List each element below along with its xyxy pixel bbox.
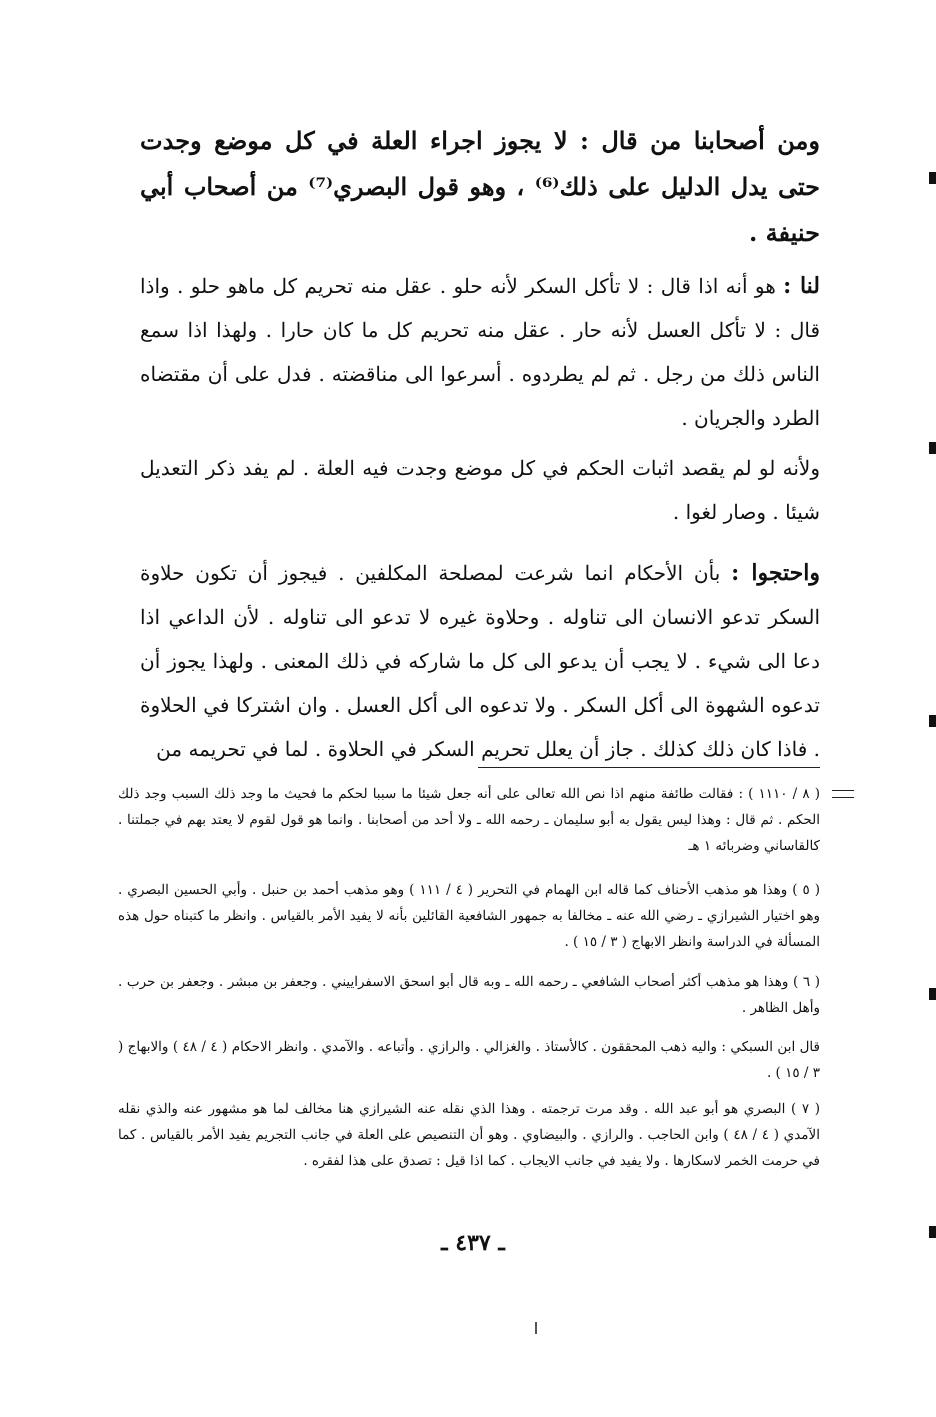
paragraph-text: هو أنه اذا قال : لا تأكل السكر لأنه حلو . عقل منه تحريم كل ماهو حلو . واذا قال : لا تأكل العسل لأنه حار . عقل منه تحريم كل ما كان حارا . ولهذا اذا سمع الناس ذلك من رجل . ثم لم يطردوه . أسرعوا الى مناقضته . فدل على أن مقتضاه الطرد والجريان . [140, 274, 820, 430]
counterargument-paragraph [140, 551, 820, 771]
margin-mark [929, 1226, 936, 1238]
footnote: ( ٨ / ١١١٠ ) : فقالت طائفة منهم اذا نص الله تعالى على أنه جعل شيئا ما سببا لحكم ما فحيث ما وجد ذلك السبب وجد ذلك الحكم . ثم قال : وهذا ليس يقول به أبو سليمان ـ رحمه الله ـ ولا أحد من أصحابنا . وانما هو قول لقوم لا يعتد بهم في جملتنا . كالقاساني وضربائه ١ هـ [118, 786, 820, 854]
second-argument-paragraph: ولأنه لو لم يقصد اثبات الحكم في كل موضع وجدت فيه العلة . لم يفد ذكر التعديل شيئا . وصار لغوا . [140, 456, 820, 524]
margin-mark [929, 715, 936, 727]
margin-mark [929, 172, 936, 184]
paragraph-text: بأن الأحكام انما شرعت لمصلحة المكلفين . فيجوز أن تكون حلاوة السكر تدعو الانسان الى تناوله . وحلاوة غيره لا تدعو الى تناوله . لأن الداعي اذا دعا الى شيء . لا يجب أن يدعو الى كل ما شاركه في ذلك المعنى . ولهذا يجوز أن تدعوه الشهوة الى أكل السكر . ولا تدعوه الى أكل العسل . وان اشتركا في الحلاوة . فاذا كان ذلك كذلك . جاز أن يعلل تحريم السكر في الحلاوة . لما في تحريمه من [140, 561, 820, 761]
paragraph-lead: لنا : [783, 273, 820, 299]
opening-paragraph: ومن أصحابنا من قال : لا يجوز اجراء العلة في كل موضع وجدت حتى يدل الدليل على ذلك⁽⁶⁾ ، وهو قول البصري⁽⁷⁾ من أصحاب أبي حنيفة . [140, 126, 821, 247]
page-number: ـ ٤٣٧ ـ [441, 1230, 505, 1256]
margin-mark [929, 988, 936, 1000]
margin-mark [929, 442, 936, 454]
scan-speck [535, 1322, 537, 1334]
continuation-mark [832, 790, 854, 798]
evidence-paragraph [140, 264, 820, 440]
footnote-separator [478, 767, 820, 768]
footnote: ( ٧ ) البصري هو أبو عبد الله . وقد مرت ترجمته . وهذا الذي نقله عنه الشيرازي هنا مخالف لما هو مشهور عنه والذي نقله الآمدي ( ٤ / ٤٨ ) وابن الحاجب . والرازي . والبيضاوي . وهو أن التنصيص على العلة في جانب التجريم يفيد الأمر بالقياس . كما في حرمت الخمر لاسكارها . ولا يفيد في جانب الايجاب . كما اذا قيل : تصدق على هذا لفقره . [118, 1101, 820, 1169]
footnote: قال ابن السبكي : واليه ذهب المحققون . كالأستاذ . والغزالي . والرازي . وأتباعه . والآمدي . وانظر الاحكام ( ٤ / ٤٨ ) والابهاج ( ٣ / ١٥ ) . [118, 1039, 820, 1081]
footnote: ( ٥ ) وهذا هو مذهب الأحناف كما قاله ابن الهمام في التحرير ( ٤ / ١١١ ) وهو مذهب أحمد بن حنبل . وأبي الحسين البصري . وهو اختيار الشيرازي ـ رضي الله عنه ـ مخالفا به جمهور الشافعية القائلين بأنه لا يفيد الأمر بالقياس . وانظر ما كتبناه حول هذه المسألة في الدراسة وانظر الابهاج ( ٣ / ١٥ ) . [118, 882, 820, 950]
paragraph-lead: واحتجوا : [731, 560, 820, 586]
footnote: ( ٦ ) وهذا هو مذهب أكثر أصحاب الشافعي ـ رحمه الله ـ وبه قال أبو اسحق الاسفراييني . وجعفر بن مبشر . وجعفر بن حرب . وأهل الظاهر . [118, 974, 821, 1016]
